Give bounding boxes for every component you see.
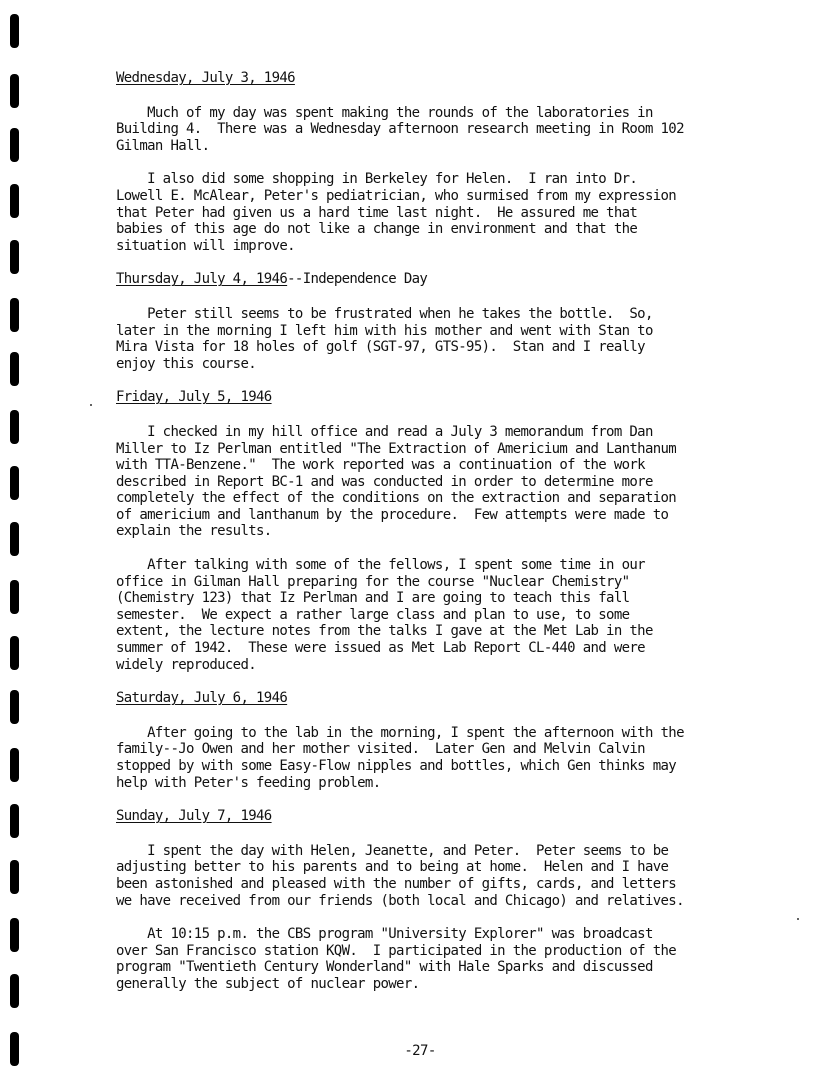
entry-paragraph: I checked in my hill office and read a July 3 memorandum from Dan Miller to Iz Perlman entitled "The Extraction of Americium and Lanthanum with TTA-Benzene." The work reported was a continuation of the work described in Report BC-1 and was conducted in order to determine more completely the effect of the conditions on the extraction and separation of americium and lanthanum by the procedure. Few attempts were made to explain the results. — [116, 423, 677, 540]
entry-thursday — [116, 271, 756, 372]
entry-heading — [116, 271, 756, 288]
punch-hole — [10, 410, 19, 444]
entry-heading — [116, 389, 756, 406]
entry-date: Friday, July 5, 1946 — [116, 389, 272, 406]
punch-hole — [10, 74, 19, 108]
punch-hole — [10, 580, 19, 614]
punch-hole — [10, 466, 19, 500]
punch-hole — [10, 974, 19, 1008]
entry-heading — [116, 808, 756, 825]
punch-hole — [10, 690, 19, 724]
entry-heading — [116, 70, 756, 87]
punch-hole — [10, 298, 19, 332]
entry-heading-suffix: --Independence Day — [287, 271, 428, 288]
entry-saturday — [116, 690, 756, 791]
entry-date: Wednesday, July 3, 1946 — [116, 70, 295, 86]
punch-hole — [10, 860, 19, 894]
punch-hole — [10, 748, 19, 782]
punch-hole — [10, 184, 19, 218]
entry-paragraph: After talking with some of the fellows, I spent some time in our office in Gilman Hall preparing for the course "Nuclear Chemistry" (Chemistry 123) that Iz Perlman and I are going to teach this fall semester. We expect a rather large class and plan to use, to some extent, the lecture notes from the talks I gave at the Met Lab in the summer of 1942. These were issued as Met Lab Report CL-440 and were widely reproduced. — [116, 557, 653, 673]
entry-paragraph: At 10:15 p.m. the CBS program "University Explorer" was broadcast over San Francisco station KQW. I participated in the production of the program "Twentieth Century Wonderland" with Hale Sparks and discussed generally the subject of nuclear power. — [116, 926, 677, 992]
punch-hole — [10, 128, 19, 162]
binding-holes — [10, 0, 22, 1089]
entry-paragraph: I also did some shopping in Berkeley for Helen. I ran into Dr. Lowell E. McAlear, Peter's pediatrician, who surmised from my expression that Peter had given us a hard time last night. He assured me that babies of this age do not like a change in environment and that the situation will improve. — [116, 171, 677, 254]
scan-speck — [797, 918, 799, 920]
entry-paragraph: I spent the day with Helen, Jeanette, and Peter. Peter seems to be adjusting better to his parents and to being at home. Helen and I have been astonished and pleased with the number of gifts, cards, and letters we have received from our friends (both local and Chicago) and relatives. — [116, 842, 684, 909]
entry-wednesday — [116, 70, 756, 254]
page-number: -27- — [404, 1043, 436, 1059]
punch-hole — [10, 352, 19, 386]
entry-sunday — [116, 808, 756, 992]
scan-speck — [90, 404, 92, 406]
punch-hole — [10, 14, 19, 48]
diary-text — [116, 70, 756, 1010]
punch-hole — [10, 636, 19, 670]
entry-heading — [116, 690, 756, 707]
punch-hole — [10, 804, 19, 838]
entry-paragraph: After going to the lab in the morning, I spent the afternoon with the family--Jo Owen and her mother visited. Later Gen and Melvin Calvin stopped by with some Easy-Flow nipples and bottles, which Gen thinks may help with Peter's feeding problem. — [116, 724, 684, 791]
entry-paragraph: Peter still seems to be frustrated when he takes the bottle. So, later in the morning I left him with his mother and went with Stan to Mira Vista for 18 holes of golf (SGT-97, GTS-95). Stan and I really enjoy this course. — [116, 305, 653, 372]
entry-date: Saturday, July 6, 1946 — [116, 690, 288, 707]
punch-hole — [10, 522, 19, 556]
entry-date: Thursday, July 4, 1946 — [116, 271, 288, 288]
entry-friday — [116, 389, 756, 673]
punch-hole — [10, 918, 19, 952]
punch-hole — [10, 240, 19, 274]
entry-paragraph: Much of my day was spent making the rounds of the laboratories in Building 4. There was a Wednesday afternoon research meeting in Room 102 Gilman Hall. — [116, 104, 684, 154]
entry-date: Sunday, July 7, 1946 — [116, 808, 272, 825]
